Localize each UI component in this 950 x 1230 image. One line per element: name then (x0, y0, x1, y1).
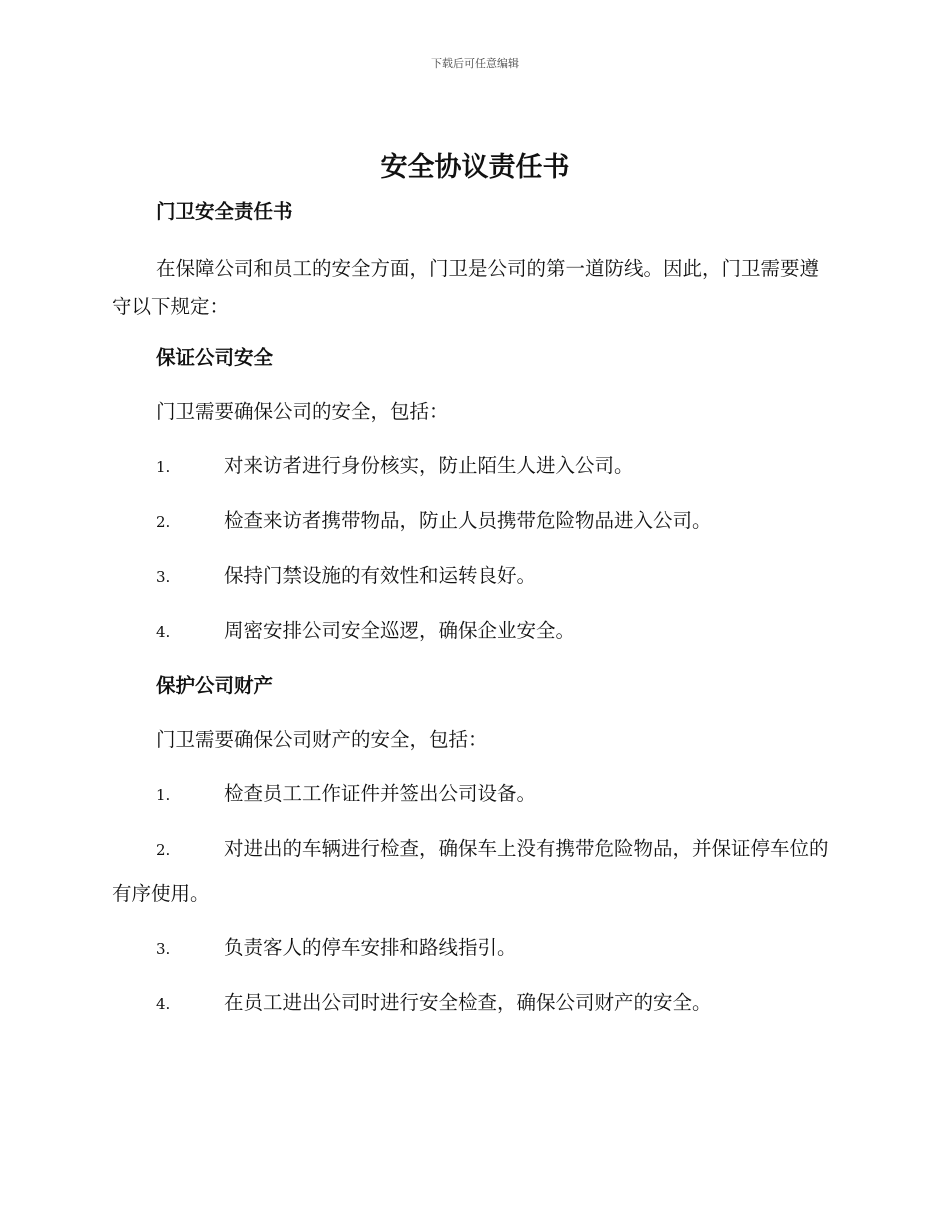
list-item (112, 987, 834, 1020)
list-number: 4. (156, 623, 171, 641)
list-number: 2. (156, 513, 171, 531)
list-text: 负责客人的停车安排和路线指引。 (224, 936, 517, 959)
list-text: 对来访者进行身份核实，防止陌生人进入公司。 (224, 454, 634, 477)
list-item (112, 932, 834, 965)
list-item (112, 450, 834, 483)
section-heading-security: 保证公司安全 (156, 346, 274, 369)
list-item (112, 560, 834, 593)
list-text: 在员工进出公司时进行安全检查，确保公司财产的安全。 (224, 991, 712, 1014)
list-item (112, 778, 834, 811)
list-text: 保持门禁设施的有效性和运转良好。 (224, 564, 537, 587)
list-number: 2. (156, 841, 171, 859)
list-item (112, 615, 834, 648)
section-property-lead: 门卫需要确保公司财产的安全，包括： (156, 728, 488, 751)
header-note: 下载后可任意编辑 (431, 57, 519, 70)
list-number: 1. (156, 458, 171, 476)
list-number: 3. (156, 568, 171, 586)
list-text: 对进出的车辆进行检查，确保车上没有携带危险物品，并保证停车位的有序使用。 (112, 837, 829, 905)
list-text: 检查员工工作证件并签出公司设备。 (224, 782, 537, 805)
section-heading-property: 保护公司财产 (156, 674, 274, 697)
section-security-lead: 门卫需要确保公司的安全，包括： (156, 400, 449, 423)
document-title: 安全协议责任书 (380, 152, 570, 183)
list-item (112, 827, 834, 916)
intro-paragraph: 在保障公司和员工的安全方面，门卫是公司的第一道防线。因此，门卫需要遵守以下规定： (112, 257, 820, 318)
document-body (112, 196, 834, 1042)
list-number: 1. (156, 786, 171, 804)
list-number: 3. (156, 940, 171, 958)
section-title-gate: 门卫安全责任书 (156, 200, 293, 223)
list-text: 检查来访者携带物品，防止人员携带危险物品进入公司。 (224, 509, 712, 532)
list-text: 周密安排公司安全巡逻，确保企业安全。 (224, 619, 576, 642)
list-number: 4. (156, 995, 171, 1013)
list-item (112, 505, 834, 538)
